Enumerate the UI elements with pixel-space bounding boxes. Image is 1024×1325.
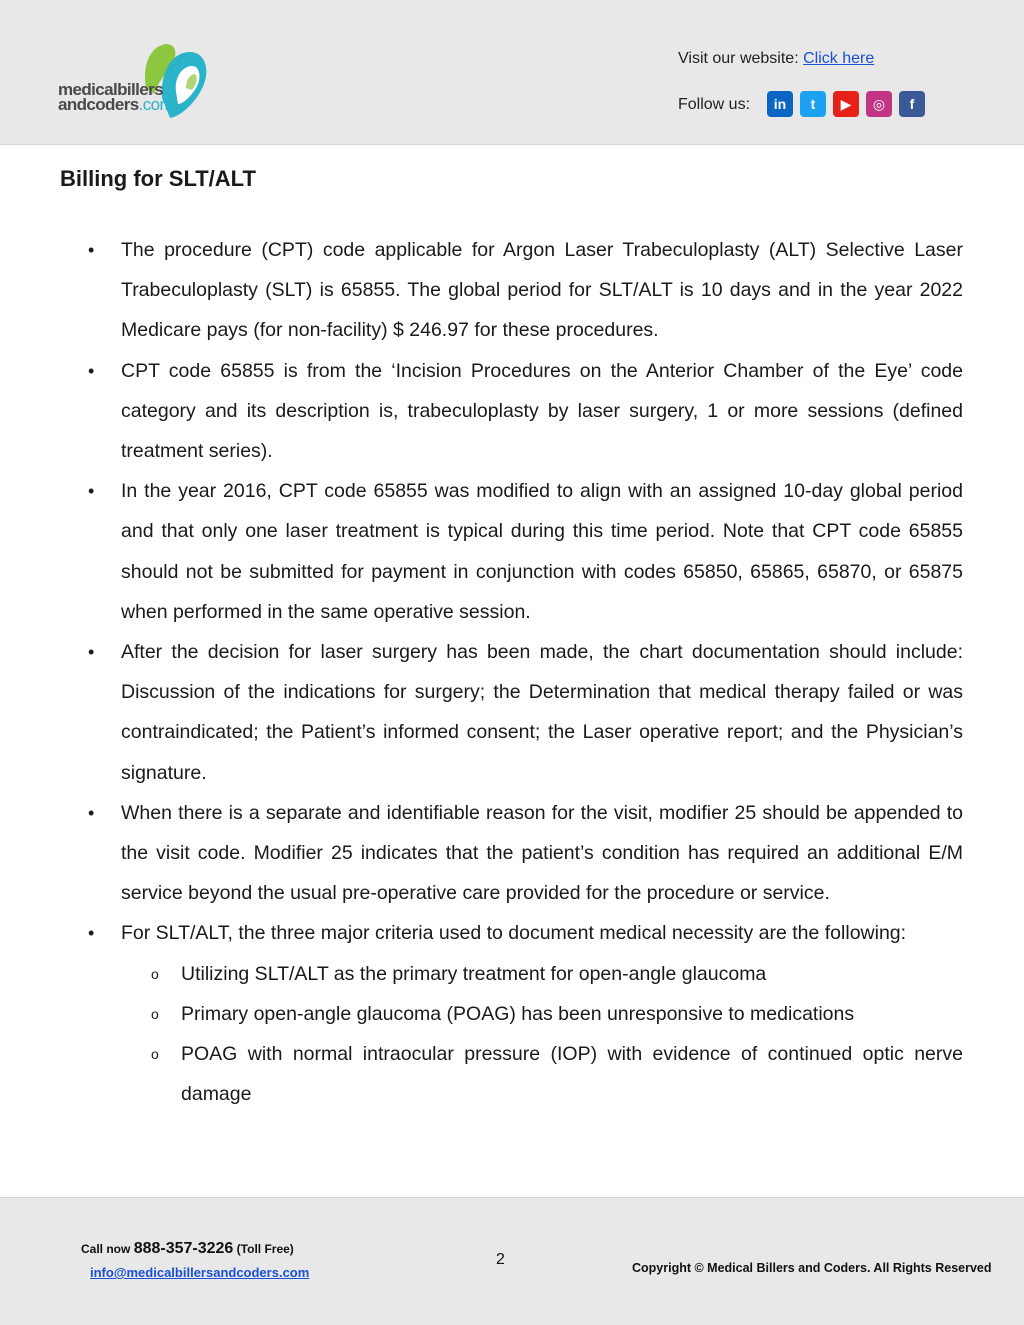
website-link[interactable]: Click here [803,50,875,67]
copyright-notice: Copyright © Medical Billers and Coders. All Rights Reserved [632,1261,992,1275]
twitter-icon[interactable]: t [800,91,826,117]
follow-label: Follow us: [678,96,751,113]
list-item-text: In the year 2016, CPT code 65855 was modified to align with an assigned 10-day global period and that only one laser treatment is typical during this time period. Note that CPT code 65855 should not be submitted for payment in conjunction with codes 65850, 65865, 65870, or 65875 when performed in the same operative session. [121,480,963,623]
sub-bullet-marker: o [151,1005,159,1022]
logo-line-1: medicalbillers [58,80,163,99]
phone-number[interactable]: 888-357-3226 [133,1240,234,1257]
page-header [0,0,1024,145]
bullet-marker: • [88,802,95,823]
list-item [0,632,1024,793]
sub-list-item-text: Utilizing SLT/ALT as the primary treatment for open-angle glaucoma [181,962,767,985]
sub-list-item [0,994,1024,1034]
logo-domain: .com [138,95,174,114]
sub-list-item-text: Primary open-angle glaucoma (POAG) has been unresponsive to medications [181,1002,855,1025]
instagram-icon[interactable]: ◎ [866,91,892,117]
list-item [0,351,1024,472]
social-links [767,91,925,117]
list-item-text: The procedure (CPT) code applicable for Argon Laser Trabeculoplasty (ALT) Selective Laser Trabeculoplasty (SLT) is 65855. The global period for SLT/ALT is 10 days and in the year 2022 Medicare pays (for non-facility) $ 246.97 for these procedures. [121,239,963,342]
sub-list-item [0,1034,1024,1114]
call-now [81,1240,294,1258]
sub-bullet-marker: o [151,965,159,982]
facebook-icon[interactable]: f [899,91,925,117]
call-prefix: Call now [81,1242,131,1256]
list-item-text: For SLT/ALT, the three major criteria used to document medical necessity are the following: [121,922,907,945]
sub-list-item-text: POAG with normal intraocular pressure (IOP) with evidence of continued optic nerve damage [181,1043,963,1106]
main-content [0,230,1024,1114]
linkedin-icon[interactable]: in [767,91,793,117]
logo-wordmark [58,82,173,112]
page-number: 2 [496,1251,505,1268]
bullet-marker: • [88,240,95,260]
sub-list-item [0,954,1024,994]
bullet-marker: • [88,360,95,381]
company-logo[interactable] [58,38,228,124]
toll-free-label: (Toll Free) [236,1242,294,1256]
bullet-marker: • [88,481,95,502]
page-title: Billing for SLT/ALT [60,166,256,191]
list-item-text: When there is a separate and identifiable reason for the visit, modifier 25 should be appended to the visit code. Modifier 25 indicates that the patient’s condition has required an additional E/M service beyond the usual pre-operative care provided for the procedure or service. [121,801,963,905]
bullet-marker: • [88,923,95,944]
list-item [0,471,1024,632]
bullet-marker: • [88,642,95,663]
list-item-text: CPT code 65855 is from the ‘Incision Procedures on the Anterior Chamber of the Eye’ code category and its description is, trabeculoplasty by laser surgery, 1 or more sessions (defined treatment series). [121,359,963,463]
list-item [0,230,1024,351]
youtube-icon[interactable]: ▶ [833,91,859,117]
list-item [0,913,1024,953]
visit-website [678,50,874,68]
page-footer [0,1197,1024,1325]
list-item-text: After the decision for laser surgery has been made, the chart documentation should include: Discussion of the indications for surgery; the Determination that medical therapy failed or was contraindicated; the Patient’s informed consent; the Laser operative report; and the Physician’s signature. [121,641,963,784]
sub-bullet-marker: o [151,1046,159,1063]
visit-label: Visit our website: [678,50,799,67]
list-item [0,793,1024,914]
email-link[interactable]: info@medicalbillersandcoders.com [90,1265,310,1280]
logo-line-2: andcoders [58,95,139,114]
